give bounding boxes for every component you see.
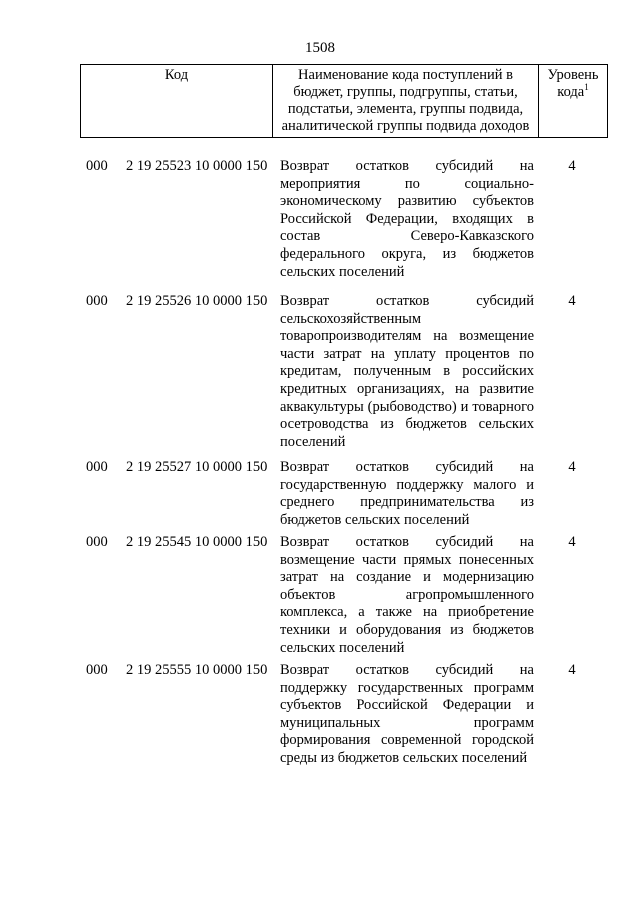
admin-code: 000 <box>86 534 108 550</box>
page-number: 1508 <box>305 40 335 56</box>
income-name: Возврат остатков субсидий на поддержку государственных программ субъектов Российской Федерации и муниципальных программ формирования современной городской среды из бюджетов сельских поселений <box>280 662 534 766</box>
code-level: 4 <box>568 662 576 678</box>
income-code: 2 19 25523 10 0000 150 <box>126 158 268 174</box>
income-code: 2 19 25545 10 0000 150 <box>126 534 268 550</box>
income-name: Возврат остатков субсидий сельскохозяйственным товаропроизводителям на возмещение части затрат на уплату процентов по кредитам, полученным в российских кредитных организациях, на развитие аквакультуры (рыбоводство) и товарного осетроводства из бюджетов сельских поселений <box>280 293 534 450</box>
table-row <box>80 158 608 293</box>
admin-code: 000 <box>86 459 108 475</box>
income-code: 2 19 25555 10 0000 150 <box>126 662 268 678</box>
income-name: Возврат остатков субсидий на мероприятия по социально-экономическому развитию субъектов Российской Федерации, входящих в состав Северо-Кавказского федерального округа, из бюджетов сельских поселений <box>280 158 534 280</box>
header-level-cell <box>539 65 607 137</box>
table-row <box>80 662 608 777</box>
header-code: Код <box>81 65 273 137</box>
table-row <box>80 293 608 459</box>
table-row <box>80 459 608 534</box>
header-level: Уровень кода <box>547 67 599 100</box>
code-level: 4 <box>568 534 576 550</box>
table-row <box>80 534 608 662</box>
income-name: Возврат остатков субсидий на возмещение части прямых понесенных затрат на создание и модернизацию объектов агропромышленного комплекса, а также на приобретение техники и оборудования из бюджетов сельских поселений <box>280 534 534 656</box>
admin-code: 000 <box>86 662 108 678</box>
income-name: Возврат остатков субсидий на государственную поддержку малого и среднего предпринимательства из бюджетов сельских поселений <box>280 459 534 528</box>
code-level: 4 <box>568 459 576 475</box>
income-code: 2 19 25526 10 0000 150 <box>126 293 268 309</box>
header-level-footnote: 1 <box>584 82 589 93</box>
header-name: Наименование кода поступлений в бюджет, группы, подгруппы, статьи, подстатьи, элемента, группы подвида, аналитической группы подвида доходов <box>273 65 539 137</box>
table-header <box>80 64 608 138</box>
code-level: 4 <box>568 293 576 309</box>
admin-code: 000 <box>86 158 108 174</box>
code-level: 4 <box>568 158 576 174</box>
income-code: 2 19 25527 10 0000 150 <box>126 459 268 475</box>
table-body <box>80 158 608 777</box>
admin-code: 000 <box>86 293 108 309</box>
